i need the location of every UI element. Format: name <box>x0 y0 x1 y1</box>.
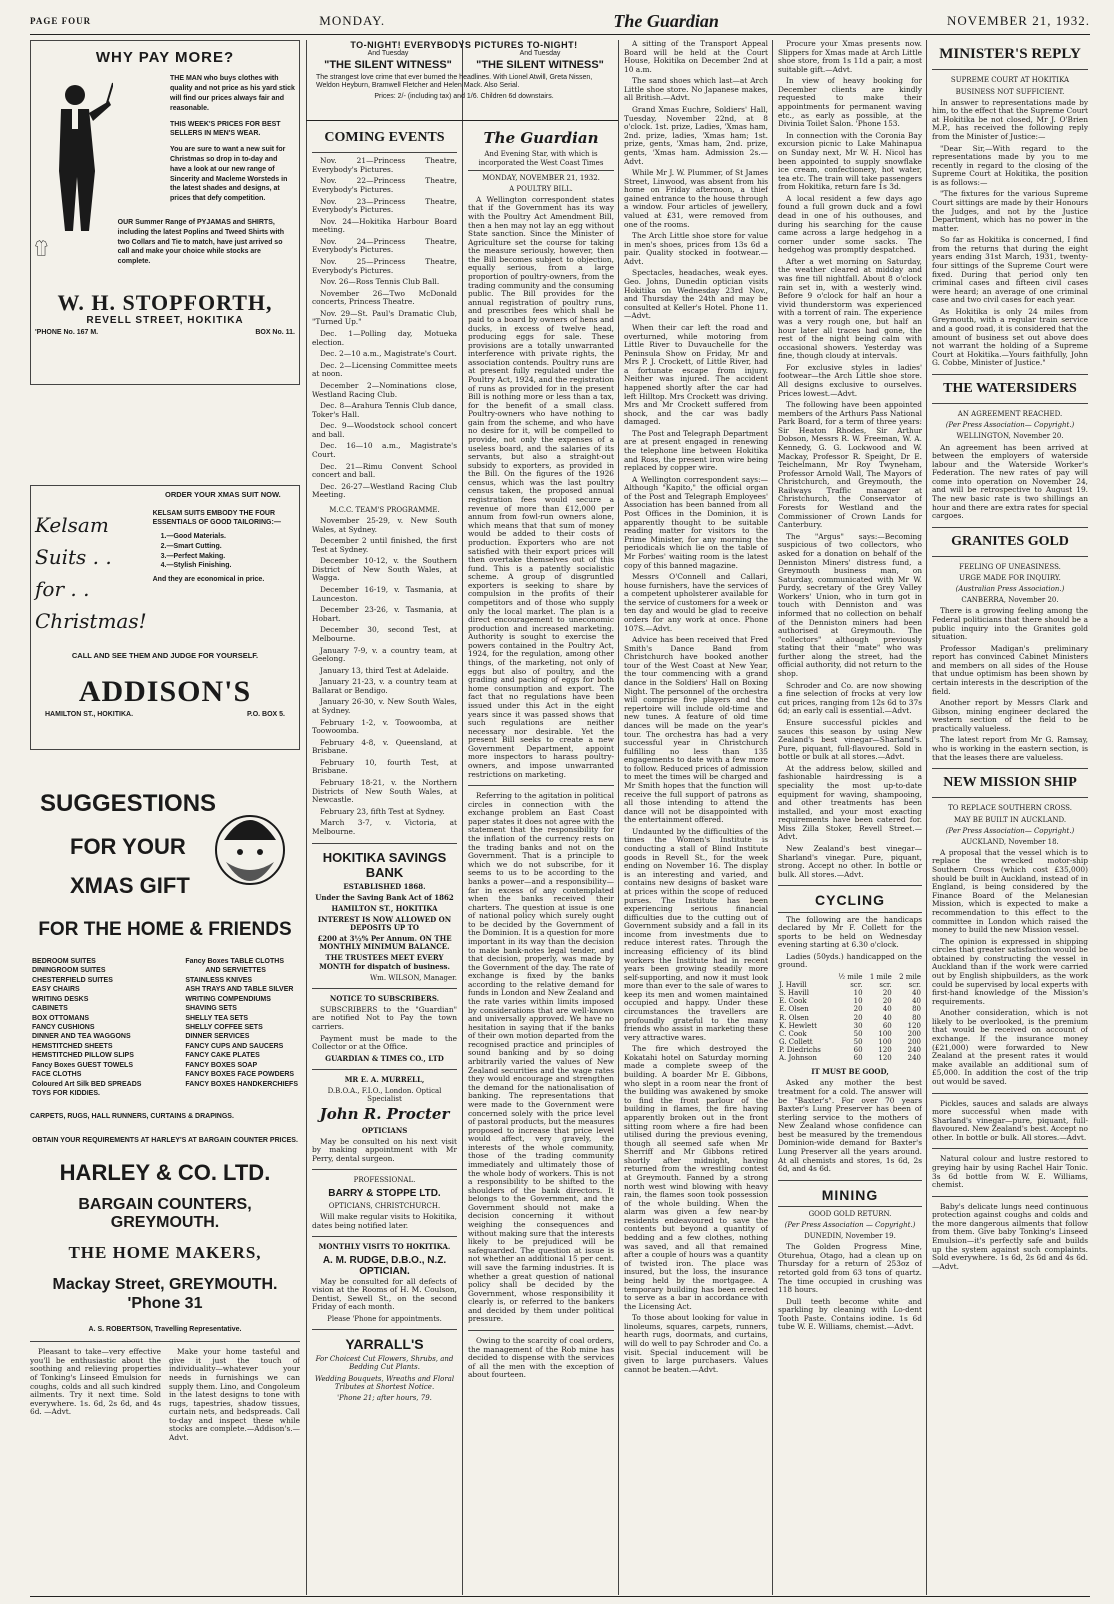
event-item: Dec. 26-27—Westland Racing Club Meeting. <box>312 481 457 500</box>
event-item: Dec. 21—Rimu Convent School concert and ball. <box>312 461 457 480</box>
news-item: A local resident a few days ago found a full grown duck and a fowl dead in one of his outhouses, and during his searching for the cause came across a large hedgehog in a corner under some sacks. The hedgehog was promptly despatched. <box>778 193 922 255</box>
table-cell: 20 <box>853 1013 863 1022</box>
kelsam-item-3: 3.—Perfect Making. <box>160 552 226 560</box>
event-item: November 26—Two McDonald concerts, Princess Theatre. <box>312 288 457 307</box>
harley-ad <box>30 790 300 1335</box>
editorial-dateline: MONDAY, NOVEMBER 21, 1932. <box>482 173 600 182</box>
gift-item: CABINETS <box>32 1005 68 1013</box>
kelsam-item-1: 1.—Good Materials. <box>160 533 226 541</box>
table-header-cell: ½ mile <box>838 973 863 982</box>
cycling-handicaps-table <box>778 973 922 1062</box>
watersiders-heading: THE WATERSIDERS <box>943 380 1077 396</box>
addisons-address: HAMILTON ST., HOKITIKA. <box>45 710 134 718</box>
table-cell: 50 <box>853 1037 863 1046</box>
gift-item: EASY CHAIRS <box>32 986 80 994</box>
baby-advt: Baby's delicate lungs need continuous protection against coughs and colds and the more dangerous ailments that follow from them. Give baby Tonking's Linseed Emulsion—it's perfectly safe and builds up the system against such complaints. Sold everywhere. 1s 6d, 2s 6d and 4s 6d. —Advt. <box>932 1201 1088 1271</box>
mcc-item: December 2 until finished, the first Test at Sydney. <box>312 536 457 554</box>
gift-item: FANCY BOXES FACE POWDERS <box>185 1071 295 1079</box>
column-rule <box>618 40 619 1595</box>
wellington-dateline: WELLINGTON, November 20. <box>956 432 1064 441</box>
granites-paragraph: The latest report from Mr G. Ramsay, who is working in the eastern section, is that the leases there are valueless. <box>932 735 1088 762</box>
granites-paragraph: Professor Madigan's preliminary report has convinced Cabinet Ministers and members on all sides of the House that undue optimism has been shown by certain interests in the description of the field. <box>932 643 1088 696</box>
for-your-heading: FOR YOUR <box>70 833 186 859</box>
table-row <box>778 1046 922 1054</box>
pickles-advt: Pickles, sauces and salads are always more successful when made with Sharland's vinegar—pure, piquant, full-flavoured. New Zealand's best. Accept no other. In bottle or bulk. All stores.—Advt. <box>932 1098 1088 1142</box>
cinema-rule <box>306 120 618 121</box>
masthead-day: MONDAY. <box>319 13 386 29</box>
gift-item: FACE CLOTHS <box>32 1071 82 1079</box>
editorial-paragraph: Referring to the agitation in political circles in connection with the exchange problem an East Coast paper states it does not agree with the statement that the responsibility for the inflation of the currency rests on the trading banks and not on the Government. That is a principle to which we do not subscribe, for it seems to us to be according to the banks a power—and a responsibility—far in excess of any contemplated when the banks received their charters. The question at issue is one of national policy which surely ought to be decided by the Government of the Dominion. It is a question for more important in its way than the decision to make bank-notes legal tender, and that decision, properly, was made by the Government of the day. The rate of exchange is fixed by the banks according to the relative demand for funds in London and New Zealand and the rate varies within limits imposed by considerations that are well-known and universally approved. We have no hesitation in saying that if the banks of their own motion departed from the recognised practice and principles of sound banking and by so doing arbitrarily varied the values of New Zealand securities and the wage rates they would encourage and strengthen the demand for the nationalisation of banking. The representations that were made to the Government were concerned solely with the price level of pastoral products, but the measures proposed to increase that price level would affect, very gravely, the interests of the whole community, those of the trading community immediately and ultimately those of the whole body of workers. This is not a responsibility to be shifted to the shoulders of the bank directors. It belongs to the Government, and the Government should not make a decision concerning it without weighing the consequences and without making sure that the interests likely to be prejudiced will be safeguarded. The question at issue is not whether an additional 15 per cent. will save the farming industries. It is whether a great question of national policy shall be decided by the Government, whose responsibility it clearly is, or referred to the bankers and decided by them under political pressure. <box>468 791 614 1324</box>
addisons-name: ADDISON'S <box>78 675 252 708</box>
mission-paragraph: The opinion is expressed in shipping circles that greater satisfaction would be obtained by constructing the vessel in Auckland than if the work were carried out by English shipbuilders, as the work could be supervised by local experts with first-hand knowledge of the Mission's requirements. <box>932 936 1088 1006</box>
news-item: At the address below, skilled and fashionable hairdressing is a speciality the most up-to-date equipment for waving, shampooing, and other treatments has been installed, and your most exacting requirements have been catered for. Miss Zilla Stoker, Revell Street.—Advt. <box>778 763 922 842</box>
stopforth-ad <box>30 40 300 385</box>
auckland-built-subhead: MAY BE BUILT IN AUCKLAND. <box>953 815 1067 824</box>
table-cell: A. Johnson <box>779 1054 817 1063</box>
gift-item: DININGROOM SUITES <box>32 967 106 975</box>
press-association-credit: (Per Press Association— Copyright.) <box>945 421 1075 430</box>
kelsam-script: Kelsam Suits . . for . . Christmas! <box>35 512 147 633</box>
must-be-good-heading: IT MUST BE GOOD, <box>811 1067 889 1077</box>
page-number: PAGE FOUR <box>30 15 92 26</box>
stopforth-box: BOX No. 11. <box>255 329 295 337</box>
news-item: Spectacles, headaches, weak eyes. Geo. Johns, Dunedin optician visits Hokitika on Wednesday 23rd Nov., and Thursday the 24th and may be consulted at Keller's Hotel. Phone 11.—Advt. <box>624 268 768 321</box>
table-cell: K. Hewlett <box>779 1021 817 1030</box>
bottom-rule <box>30 1596 1090 1597</box>
news-item: The Arch Little shoe store for value in men's shoes, prices from 13s 6d a pair. Quality stocked in footwear.—Advt. <box>624 231 768 266</box>
news-item: Schroder and Co. are now showing a fine selection of frocks at very low cut prices, ranging from 12s 6d to 37s 6d; an early call is essential.—Advt. <box>778 680 922 716</box>
bank-act: Under the Saving Bank Act of 1862 <box>315 892 454 902</box>
table-cell: E. Cook <box>779 997 807 1006</box>
dunedin-story: The Golden Progress Mine, Oturehua, Otago, had a clean up on Thursday for a return of 253oz of retorted gold from 63 tons of quartz. The time occupied in crushing was 118 hours. <box>778 1242 922 1295</box>
and-tuesday-left: And Tuesday <box>367 50 409 58</box>
news-item: The sand shoes which last—at Arch Little shoe store. No Japanese makes, all British.—Advt. <box>624 76 768 103</box>
gifts-list-left <box>32 957 141 1099</box>
table-cell: 240 <box>907 1046 921 1055</box>
mining-heading: MINING <box>821 1186 879 1203</box>
mcc-list <box>312 517 457 837</box>
mcc-item: December 30, second Test, at Melbourne. <box>312 625 457 643</box>
obtain-line: OBTAIN YOUR REQUIREMENTS AT HARLEY'S AT BARGAIN COUNTER PRICES. <box>32 1137 298 1145</box>
column-3-editorial <box>468 126 614 1596</box>
mcc-item: February 1-2, v. Toowoomba, at Toowoomba. <box>312 717 457 736</box>
film-prices: Prices: 2/- (including tax) and 1/6. Children 6d downstairs. <box>374 92 554 100</box>
table-header-cell: 2 mile <box>899 973 921 982</box>
table-cell: 20 <box>882 989 892 998</box>
table-cell: 60 <box>882 1021 892 1030</box>
table-cell: scr. <box>879 981 892 990</box>
column-4-local-news <box>624 40 768 1595</box>
suited-man-illustration <box>43 81 113 241</box>
why-text-2: THIS WEEK'S PRICES FOR BEST SELLERS IN MEN'S WEAR. <box>170 120 281 138</box>
mcc-item: January 26-30, v. New South Wales, at Sydney. <box>312 697 457 715</box>
column-6-cables <box>932 40 1088 1595</box>
table-cell: P. Diedrichs <box>779 1046 821 1055</box>
table-row <box>778 1054 922 1062</box>
editorial-title: A POULTRY BILL. <box>509 184 573 193</box>
mission-ship-heading: NEW MISSION SHIP <box>943 775 1077 791</box>
bank-manager: Wm. WILSON, Manager. <box>369 973 457 982</box>
monthly-visits-heading: MONTHLY VISITS TO HOKITIKA. <box>318 1242 451 1252</box>
gift-item: FANCY CUSHIONS <box>32 1023 95 1031</box>
minister-paragraph: "The fixtures for the various Supreme Court sittings are made by their Honours the Judges, and not by the Justice Department, which has no power in the matter. <box>932 189 1088 233</box>
granites-gold-heading: GRANITES GOLD <box>951 533 1069 549</box>
canberra-dateline: CANBERRA, November 20. <box>961 596 1059 605</box>
news-item: Messrs O'Connell and Callari, house furnishers, have the services of a competent upholsterer available for the service of customers for a week or ten day and would be glad to receive orders for any work at once. Phone 107S.—Advt. <box>624 572 768 633</box>
table-cell: J. Havill <box>779 981 807 990</box>
table-cell: 200 <box>907 1029 921 1038</box>
carpets-line: CARPETS, RUGS, HALL RUNNERS, CURTAINS & DRAPINGS. <box>30 1113 234 1121</box>
bank-rate: £200 at 3½% Per Annum. ON THE MONTHLY MINIMUM BALANCE. <box>317 934 452 952</box>
news-item: Undaunted by the difficulties of the times the Women's Institute is conducting a stall of Blind Institute goods in Revell St., for the week ending on November 16. The display is an interesting and varied, and contains new designs of basket ware at prices within the scope of reduced purses. The Institute has been experiencing serious financial difficulties due to the cutting out of Government subsidy and a fall in its income from investments due to reduce interest rates. Through the increasing efficiency of its blind workers the Institute had in recent years been growing steadily more self-supporting, and now it must look more than ever to the sale of wares to keep its men and women maintained occupied and happy. Under these circumstances the travellers are profoundly grateful to the many friends who assist in marketing these very attractive wares. <box>624 826 768 1042</box>
gift-item: FANCY CAKE PLATES <box>185 1052 260 1060</box>
australian-press-credit: (Australian Press Association.) <box>955 585 1065 594</box>
barry-sub: OPTICIANS, CHRISTCHURCH. <box>328 1202 441 1211</box>
event-item: Nov. 24—Hokitika Harbour Board meeting. <box>312 216 457 235</box>
mcc-item: December 23-26, v. Tasmania, at Hobart. <box>312 605 457 623</box>
table-cell: R. Olsen <box>779 1013 809 1022</box>
column-rule <box>462 40 463 1595</box>
gift-item: CHESTERFIELD SUITES <box>32 976 113 984</box>
and-tuesday-right: And Tuesday <box>519 50 561 58</box>
granites-paragraph: There is a growing feeling among the Federal politicians that there should be a public inquiry into the Granites gold situation. <box>932 606 1088 642</box>
event-item: Dec. 2—Licensing Committee meets at noon. <box>312 360 457 379</box>
press-association-credit: (Per Press Association— Copyright.) <box>945 826 1075 835</box>
murrell-name: MR E. A. MURRELL, <box>344 1074 425 1084</box>
gift-item: TOYS FOR KIDDIES. <box>32 1090 100 1098</box>
table-cell: 100 <box>878 1037 892 1046</box>
table-cell: 120 <box>878 1054 892 1063</box>
gift-item: SHAVING SETS <box>185 1005 237 1013</box>
mcc-item: December 16-19, v. Tasmania, at Launceston. <box>312 585 457 603</box>
minister-paragraph: As Hokitika is only 24 miles from Greymouth, with a regular train service and a good road, it is considered that the amount of business set out above does not warrant the holding of a Supreme Court at Hokitika.—Yours faithfully, John G. Cobbe, Minister of Justice." <box>932 306 1088 368</box>
news-item: When their car left the road and overturned, while motoring from Little River to Duvauchelle for the Peninsula Show on Friday, Mr and Mrs P. J. Crockett, of Little River, had a fortunate escape from injury. Neither was injured. The accident happened shortly after the car had left Hilltop. Mrs Crockett was driving. Mrs and Mr Crockett suffered from shock, and the car was badly damaged. <box>624 322 768 427</box>
stopforth-name: W. H. STOPFORTH, <box>57 289 273 315</box>
news-item: Grand Xmas Euchre, Soldiers' Hall, Tuesday, November 22nd, at 8 o'clock. 1st. prize, Ladies, 'Xmas ham, 2nd. prize, ladies, 'Xmas ham; 1st. prize, gents, 'Xmas ham, 2nd. prize, gents, 'Xmas ham. Admission 2s.—Advt. <box>624 105 768 166</box>
gift-item: HEMSTITCHED SHEETS <box>32 1042 113 1050</box>
event-item: Nov. 25—Princess Theatre, Everybody's Pictures. <box>312 257 457 275</box>
table-cell: 120 <box>878 1046 892 1055</box>
gift-item: DINNER SERVICES <box>185 1033 250 1041</box>
why-text-1: THE MAN who buys clothes with quality and not price as his yard stick will find our prices always fair and reasonable. <box>170 75 295 112</box>
film-title-left: "THE SILENT WITNESS" <box>324 58 452 71</box>
gift-item: HEMSTITCHED PILLOW SLIPS <box>32 1052 134 1060</box>
coming-events-heading: COMING EVENTS <box>324 130 445 145</box>
hair-tonic-advt: Natural colour and lustre restored to greying hair by using Rachel Hair Tonic. 3s 6d bottle from W. E. Williams, chemist. <box>932 1154 1088 1190</box>
mcc-item: January 21-23, v. a country team at Ballarat or Bendigo. <box>312 677 457 695</box>
inquiry-subhead: URGE MADE FOR INQUIRY. <box>959 574 1061 583</box>
table-cell: 200 <box>907 1037 921 1046</box>
gift-item: Fancy Boxes TABLE CLOTHS <box>185 957 284 965</box>
why-text-3: You are sure to want a new suit for Christmas so drop in to-day and have a look at our new range of Sincerity and Macleme Worsteds in the latest shades and designs, at prices that defy competition. <box>170 146 288 203</box>
table-cell: 50 <box>853 1029 863 1038</box>
bank-address: HAMILTON ST., HOKITIKA <box>331 903 438 913</box>
news-item: The fire which destroyed the Kokatahi hotel on Saturday morning made a complete sweep of the building. A boarder Mr E. Gibbons, who slept in a room near the front of the building was awakened by smoke to find the front parlour of the building in flames, the fire having apparently broken out in the front sitting room where a fire had been utilised during the previous evening, though all seemed safe when Mr Sherriff and Mr Gibbons retired shortly after midnight, having returned from the wrestling contest at Greymouth. Fanned by a strong north west wind blowing with heavy rain, the flames soon took possession of the whole building. When the alarm was given a few near-by residents endeavoured to save the contents but beyond a quantity of bedding and a few clothes, nothing was saved, and all that remained after a couple of hours was a quantity of twisted iron. The place was insured, but the loss, the insurance being held by the mortgagee. A temporary building has been erected to serve as a bar in accordance with the Licensing Act. <box>624 1044 768 1311</box>
column-2 <box>312 126 457 1596</box>
event-item: December 2—Nominations close, Westland Racing Club. <box>312 380 457 399</box>
event-item: Nov. 29—St. Paul's Dramatic Club, "Turned Up." <box>312 308 457 327</box>
cycling-heading: CYCLING <box>815 892 885 909</box>
barry-text: Will make regular visits to Hokitika, dates being notified later. <box>312 1212 457 1230</box>
table-cell: scr. <box>850 981 863 990</box>
mcc-item: December 10-12, v. the Southern District of New South Wales, at Wagga. <box>312 556 457 583</box>
gifts-list-right <box>185 957 298 1099</box>
agreement-subhead: AN AGREEMENT REACHED. <box>957 410 1063 419</box>
news-item: After a wet morning on Saturday, the weather cleared at midday and was fine till nightfall. About 8 o'clock rain set in, with a westerly wind. Before 9 o'clock for half an hour a vivid thunderstorm was experienced with a torrent of rain. The experience was a very rough one, but half an hour later all traces had gone, the rest of the night being calm with occasional showers. Yesterday was fine, though cloudy at intervals. <box>778 256 922 361</box>
editorial-paper-subtitle: And Evening Star, with which is incorporated the West Coast Times <box>478 150 604 167</box>
home-friends-heading: FOR THE HOME & FRIENDS <box>38 918 292 940</box>
press-association-credit: (Per Press Association — Copyright.) <box>784 1221 916 1230</box>
table-cell: 80 <box>912 1013 921 1022</box>
event-item: Nov. 22—Princess Theatre, Everybody's Pictures. <box>312 176 457 194</box>
notice-text-2: Payment must be made to the Collector or at the Office. <box>312 1033 457 1052</box>
harley-address: Mackay Street, GREYMOUTH. 'Phone 31 <box>52 1276 278 1312</box>
column-5-local-news <box>778 40 922 1595</box>
masthead-date: NOVEMBER 21, 1932. <box>947 13 1090 29</box>
table-cell: 60 <box>853 1046 863 1055</box>
cycling-ladies: Ladies (50yds.) handicapped on the ground. <box>778 951 922 970</box>
table-cell: C. Cook <box>779 1029 807 1038</box>
table-cell: E. Olsen <box>779 1005 809 1014</box>
dunedin-dateline: DUNEDIN, November 19. <box>804 1232 896 1241</box>
mission-paragraph: A proposal that the vessel which is to replace the wrecked motor-ship Southern Cross (which cost £35,000) should be built in Auckland, instead of in England, is being considered by the Finance Board of the Melanesian Mission, which is expected to make a recommendation to this effect to the committee in London which raised the money to build the new Mission vessel. <box>932 847 1088 935</box>
gift-item: WRITING DESKS <box>32 995 89 1003</box>
event-item: Nov. 24—Princess Theatre, Everybody's Pictures. <box>312 236 457 255</box>
table-cell: 40 <box>882 1013 892 1022</box>
event-item: Nov. 23—Princess Theatre, Everybody's Pictures. <box>312 196 457 215</box>
events-list <box>312 157 457 500</box>
table-cell: 240 <box>907 1054 921 1063</box>
gift-item: WRITING COMPENDIUMS <box>185 995 271 1003</box>
kelsam-item-2: 2.—Smart Cutting. <box>160 542 222 550</box>
news-item: The "Argus" says:—Becoming suspicious of two collectors, who asked for a donation on behalf of the Denniston Miners' distress fund, a Greymouth business man, on Saturday, communicated with Mr W. Purdy, secretary of the Grey Valley Workers' Union, who in turn got in touch with Denniston and was informed that no collection on behalf of the Denniston miners had been authorised at Greymouth. The "collectors" although previously stating that their "mate" who was further along the street, had the official authority, did not return to the shop. <box>778 531 922 679</box>
editorial-paper-name: The Guardian <box>483 129 599 147</box>
table-row <box>778 997 922 1005</box>
mcc-item: January 13, third Test at Adelaide. <box>320 665 449 675</box>
table-cell: scr. <box>908 981 921 990</box>
news-item: Ensure successful pickles and sauces this season by using New Zealand's best vinegar—Sharland's. Pure, piquant, full-flavoured. Sold in bottle or bulk at all stores.—Advt. <box>778 717 922 762</box>
procter-opticians: OPTICIANS <box>361 1125 408 1135</box>
gift-item: FANCY CUPS AND SAUCERS <box>185 1042 284 1050</box>
news-item: New Zealand's best vinegar—Sharland's vinegar. Pure, piquant, strong. Accept no other. In bottle or bulk. All stores.—Advt. <box>778 844 922 879</box>
table-row <box>778 1022 922 1030</box>
table-cell: 20 <box>882 997 892 1006</box>
event-item: Dec. 8—Arahura Tennis Club dance, Toker's Hall. <box>312 401 457 419</box>
masthead <box>30 10 1090 32</box>
notice-signature: GUARDIAN & TIMES CO., LTD <box>325 1053 444 1063</box>
mcc-item: January 7-9, v. a country team, at Geelong. <box>312 645 457 664</box>
news-item: The Post and Telegraph Department are at present engaged in renewing the telephone line between Hokitika and Ross, the present iron wire being replaced by copper wire. <box>624 428 768 473</box>
kelsam-economical: And they are economical in price. <box>152 576 265 584</box>
film-description: The strangest love crime that ever burned the headlines. With Lionel Atwill, Greta Nissen, Weldon Heyburn, Bramwell Fletcher and Helen Mack. Also Serial. <box>316 74 593 90</box>
minister-paragraph: "Dear Sir,—With regard to the representations made by you to me recently in regard to the closing of the Supreme Court at Hokitika, the position is as follows:— <box>932 143 1088 187</box>
event-item: Dec. 2—10 a.m., Magistrate's Court. <box>320 349 457 359</box>
gift-item: Fancy Boxes GUEST TOWELS <box>32 1061 134 1069</box>
kelsam-call: CALL AND SEE THEM AND JUDGE FOR YOURSELF. <box>71 650 259 660</box>
table-row <box>778 1005 922 1013</box>
bank-established: ESTABLISHED 1868. <box>343 881 426 891</box>
procter-text: May be consulted on his next visit by making appointment with Mr Perry, dental surgeon. <box>312 1136 457 1163</box>
minister-paragraph: In answer to representations made by him, to the effect that the Supreme Court at Hokitika be not closed, Mr J. O'Brien M.P., has received the following reply from the Minister of Justice:— <box>932 97 1088 141</box>
editorial-paragraph: Owing to the scarcity of coal orders, the management of the Rob mine has decided to dispense with the services of all the men with the exception of about fourteen. <box>468 1335 614 1380</box>
column-rule <box>306 40 307 1595</box>
tonight-banner: TO-NIGHT! EVERYBODYS PICTURES TO-NIGHT! <box>350 40 578 50</box>
table-header-cell <box>778 973 831 981</box>
table-cell: 10 <box>853 997 863 1006</box>
table-cell: 60 <box>853 1054 863 1063</box>
kelsam-order: ORDER YOUR XMAS SUIT NOW. <box>165 490 281 499</box>
mcc-item: November 25-29, v. New South Wales, at Sydney. <box>312 516 457 534</box>
event-item: Nov. 21—Princess Theatre, Everybody's Pictures. <box>312 156 457 174</box>
column-rule <box>926 40 927 1595</box>
gift-item: Coloured Art Silk BED SPREADS <box>32 1080 142 1088</box>
addisons-advt: Make your home tasteful and give it just the touch of individuality—whatever your needs in furnishings we can supply them. Lino, and Congoleum in the latest designs to tone with rugs, tapestries, shadow tissues, curtain nets, and bedspreads. Call to-day and inspect these while stocks are complete.—Addison's.—Advt. <box>169 1347 300 1443</box>
not-sufficient-subhead: BUSINESS NOT SUFFICIENT. <box>955 87 1065 96</box>
masthead-paper-name: The Guardian <box>613 10 719 31</box>
column-1-ads <box>30 40 300 1595</box>
bank-interest: INTEREST IS NOW ALLOWED ON DEPOSITS UP TO <box>317 914 452 933</box>
yarrall-phone: 'Phone 21; after hours, 79. <box>337 1393 432 1402</box>
table-row <box>778 1038 922 1046</box>
notice-text: SUBSCRIBERS to the "Guardian" are notified Not to Pay the town carriers. <box>312 1004 457 1032</box>
table-row <box>778 989 922 997</box>
news-item: To those about looking for value in linoleums, squares, carpets, runners, hearth rugs, doormats, and curtains, will do well to pay Schroder and Co. a visit. Special inducement will be given to large purchasers. Values cannot be beaten.—Advt. <box>624 1313 768 1374</box>
event-item: Dec. 1—Polling day, Motueka election. <box>312 329 457 347</box>
table-cell: 40 <box>912 997 921 1006</box>
gift-item: DINNER AND TEA WAGGONS <box>32 1033 131 1041</box>
table-cell: S. Havill <box>779 989 809 998</box>
suggestions-heading: SUGGESTIONS <box>40 790 217 817</box>
editorial-paragraph: A Wellington correspondent states that if the Government has its way with the Poultry Act Amendment Bill, then a hen may not lay an egg without State sanction. Since the Minister of Agriculture set the course for taking the measure seriously, however, then the Bill becomes subject to objection, equally serious, from a large proportion of poultry-owners, from the trading community and the consuming public. The Bill provides for the annual registration of poultry runs, and prescribes fees which shall be paid to a board by owners of hens and ducks, in excess of twelve head, producing eggs for sale. These provisions are a totally unwarranted interference with private rights, the association contends. Poultry runs are at present fully regulated under the Poultry Act, 1924, and the registration of runs as provided for in the present Bill is nothing more or less than a tax, for the benefit of a small class. Poultry-owners who have nothing to gain from the scheme, and who have no desire for it, will be compelled to provide, not only the expenses of a useless board, and the salaries of its servants, but also a straight-out subsidy to exporters, as provided in the Bill. On the figures of the 1926 census, which was the last poultry census taken, the proposed annual registration fees would secure a revenue of more than £12,000 per annum from fowl-run owners alone, which means that that sum of money would be added to their costs of production. Exporters who are not satisfied with their export prices will then overtake themselves out of this fund. This is a patently socialistic scheme. A group of disgruntled exporters is seeking to share by compulsion in the profits of their competitors and of those who supply only the local market. The plan is a direct encouragement to uneconomic production and increased marketing. Authority is sought to exercise the powers contained in the Poultry Act, 1924, for the regulation, among other things, of the marketing, not only of eggs but also of poultry, and the grading and packing of eggs for both home consumption and export. The fact that no regulations have been issued under this Act in the eight years since it was passed shows that such regulations are neither necessary nor desirable. Yet the present Bill seeks to create a new Government Department, appoint more inspectors to harass poultry-owners, and impose unwarranted restrictions on marketing. <box>468 194 614 779</box>
rudge-name: A. M. RUDGE, D.B.O., N.Z. OPTICIAN. <box>322 1254 447 1278</box>
rudge-text: May be consulted for all defects of vision at the Rooms of H. M. Coulson, Dentist, Sewell St., on the second Friday of each month. <box>312 1276 457 1312</box>
professional-heading: PROFESSIONAL. <box>353 1176 416 1185</box>
xmas-gift-heading: XMAS GIFT <box>70 873 190 899</box>
savings-bank-heading: HOKITIKA SAVINGS BANK <box>322 849 447 880</box>
murrell-qualifications: D.B.O.A., F.I.O., London. Optical Specialist <box>327 1086 442 1104</box>
harley-name: HARLEY & CO. LTD. <box>59 1160 271 1186</box>
why-pay-heading: WHY PAY MORE? <box>95 49 235 66</box>
event-item: Dec. 16—10 a.m., Magistrate's Court. <box>312 441 457 459</box>
table-cell: 120 <box>907 1021 921 1030</box>
home-makers: THE HOME MAKERS, <box>68 1242 262 1262</box>
yarrall-name: YARRALL'S <box>345 1336 424 1353</box>
table-row <box>778 1030 922 1038</box>
table-cell: 30 <box>853 1021 863 1030</box>
replace-subhead: TO REPLACE SOUTHERN CROSS. <box>948 804 1072 813</box>
table-header-cell: 1 mile <box>869 973 892 982</box>
auckland-dateline: AUCKLAND, November 18. <box>961 837 1059 846</box>
rudge-phone: Please 'Phone for appointments. <box>327 1315 442 1323</box>
minister-paragraph: So far as Hokitika is concerned, I find from the returns that during the eight years ending 31st March, 1931, twenty-four sittings of the Supreme Court were fixed. During that period only ten criminal cases and fifteen civil cases were heard; an average of one criminal case and two civil cases for each year. <box>932 235 1088 305</box>
stopforth-phone: 'PHONE No. 167 M. <box>35 329 99 337</box>
table-cell: 80 <box>912 1005 921 1014</box>
table-cell: 20 <box>853 1005 863 1014</box>
news-item: In connection with the Coronia Bay excursion picnic to Lake Mahinapua on Sunday next, Mr W. H. Nicol has been appointed to supply snowflake ice cream, confectionery, hot water, tea etc. The train will take passengers from Hokitika, return fare 1s 3d. <box>778 130 922 192</box>
table-header <box>778 973 922 981</box>
news-item: Advice has been received that Fred Smith's Dance Band from Christchurch have booked another tour of the West Coast at New Year, the tour commencing with a grand dance in the Soldiers' Hall on Boxing Night. The personnel of the orchestra will comprise five players and the repertoire will include old-time and new tunes. A feature of old time dances will be made on the year's tour. The orchestra has had a very successful year in Christchurch fulfilling no less than 135 engagements to date with a few more to follow. Reduced prices of admission to meet the times will be charged and Mr Smith hopes that the function will receive the full support of patrons as all those intending to attend the dance will not be disappointed with the entertainment offered. <box>624 635 768 825</box>
news-item: Procure your Xmas presents now. Slippers for Xmas made at Arch Little shoe store, from 1s 11d a pair, a most suitable gift.—Advt. <box>778 40 922 74</box>
mcc-item: March 3-7, v. Victoria, at Melbourne. <box>312 818 457 836</box>
barry-name: BARRY & STOPPE LTD. <box>328 1187 441 1199</box>
masthead-rule <box>30 34 1090 35</box>
table-row <box>778 981 922 989</box>
bank-trustees: THE TRUSTEES MEET EVERY MONTH for dispatch of business. <box>319 953 450 971</box>
santa-claus-icon <box>210 800 290 900</box>
supreme-court-subhead: SUPREME COURT AT HOKITIKA <box>950 76 1070 85</box>
kelsam-item-4: 4.—Stylish Finishing. <box>160 562 232 570</box>
gift-item: AND SERVIETTES <box>205 967 266 975</box>
kelsam-intro: KELSAM SUITS EMBODY THE FOUR ESSENTIALS OF GOOD TAILORING:— <box>152 509 281 527</box>
uneasiness-subhead: FEELING OF UNEASINESS. <box>959 562 1061 571</box>
gift-item: STAINLESS KNIVES <box>185 976 253 984</box>
mcc-item: February 23, fifth Test at Sydney. <box>320 806 445 816</box>
gift-item: SHELLY TEA SETS <box>185 1014 249 1022</box>
tonking-advt: Pleasant to take—very effective you'll be enthusiastic about the soothing and relieving properties of Tonking's Linseed Emulsion for coughs, colds and all such kindred ailments. Try it next time. Sold everywhere. 1s. 6d, 2s 6d, and 4s 6d. —Advt. <box>30 1347 161 1417</box>
bargain-counters: BARGAIN COUNTERS, GREYMOUTH. <box>78 1195 252 1232</box>
harley-representative: A. S. ROBERTSON, Travelling Representative. <box>88 1326 242 1334</box>
addisons-box: P.O. BOX 5. <box>247 710 285 718</box>
mcc-heading: M.C.C. TEAM'S PROGRAMME. <box>329 505 440 514</box>
news-item: For exclusive styles in ladies' footwear—the Arch Little shoe store. All designs exclusive to ourselves. Prices lowest.—Advt. <box>778 362 922 398</box>
news-item: The following have been appointed members of the Arthurs Pass National Park Board, for a term of three years: Sir Heaton Rhodes, Sir Arthur Dobson, Messrs R. W. Freeman, W. A. Kennedy, G. G. Lockwood and W. Mackay, Professor R. Speight, Dr E. Teichelmann, Mr Roy Twyneham, Professor Arnold Wall, The Mayors of Christchurch, and Greymouth, the Railways Traffic manager at Christchurch, the Conservator of Forests for Westland and the Commissioner of Crown Lands for Canterbury. <box>778 400 922 530</box>
table-cell: 100 <box>878 1029 892 1038</box>
gift-item: SHELLY COFFEE SETS <box>185 1023 263 1031</box>
news-item: While Mr J. W. Plummer, of St James Street, Linwood, was absent from his home on Friday afternoon, a thief gained entrance to the house through a window. Four articles of jewellery, valued at £31, were removed from one of the rooms. <box>624 168 768 229</box>
mission-paragraph: Another consideration, which is not likely to be overlooked, is the premium that would be received on account of exchange. If the insurance money (£21,000) were forwarded to New Zealand at the present rates it would make available an additional sum of £5,000. In addition the cost of the trip out would be saved. <box>932 1008 1088 1086</box>
stopforth-address: REVELL STREET, HOKITIKA <box>86 315 244 327</box>
mcc-item: February 18-21, v. the Northern Districts of New South Wales, at Newcastle. <box>312 778 457 805</box>
gift-item: BOX OTTOMANS <box>32 1014 90 1022</box>
mcc-item: February 10, fourth Test, at Brisbane. <box>312 757 457 776</box>
lodent-advt: Dull teeth become white and sparkling by cleaning with Lo-dent Tooth Paste. Contains iodine. 1s 6d tube W. E. Williams, chemist.—Advt. <box>778 1296 922 1332</box>
gift-item: ASH TRAYS AND TABLE SILVER <box>185 986 294 994</box>
pyjamas-text: OUR Summer Range of PYJAMAS and SHIRTS, including the latest Poplins and Tweed Shirts with two Collars and Tie to match, have just arrived so call and make your choice while stocks are complete. <box>117 218 285 266</box>
news-item: In view of heavy booking for December clients are kindly requested to make their appointments for permanent waving etc., as early as possible, at the Divinia Toilet Salon. 'Phone 153. <box>778 76 922 129</box>
minister-reply-heading: MINISTER'S REPLY <box>939 46 1081 62</box>
granites-paragraph: Another report by Messrs Clark and Gibson, mining engineer declared the western section of the field to be practically valueless. <box>932 698 1088 733</box>
table-cell: G. Collett <box>779 1037 813 1046</box>
table-cell: 40 <box>882 1005 892 1014</box>
yarrall-text-2: Wedding Bouquets, Wreaths and Floral Tributes at Shortest Notice. <box>314 1374 455 1391</box>
gift-item: FANCY BOXES HANDKERCHIEFS <box>185 1080 298 1088</box>
addisons-ad <box>30 485 300 750</box>
watersiders-story: An agreement has been arrived at between the employers of waterside labour and the Waterside Worker's Federation. The new rates of pay will come into operation on November 24, and will be retrospective to August 19. The new basic rate is two shillings an hour and there are extra rates for special cargoes. <box>932 442 1088 521</box>
table-cell: 40 <box>912 989 921 998</box>
table-row <box>778 1014 922 1022</box>
table-cell: 10 <box>853 989 863 998</box>
gold-return-subhead: GOOD GOLD RETURN. <box>808 1209 892 1218</box>
notice-heading: NOTICE TO SUBSCRIBERS. <box>329 993 440 1003</box>
cinema-ad <box>312 40 616 140</box>
cycling-intro: The following are the handicaps declared by Mr F. Collett for the sports to be held on Wednesday evening starting at 6.30 o'clock. <box>778 914 922 950</box>
yarrall-text: For Choicest Cut Flowers, Shrubs, and Bedding Cut Plants. <box>315 1355 454 1372</box>
event-item: Nov. 26—Ross Tennis Club Ball. <box>320 277 440 287</box>
column-rule <box>772 40 773 1595</box>
procter-logo: John R. Procter <box>319 1105 450 1124</box>
event-item: Dec. 9—Woodstock school concert and ball. <box>312 421 457 439</box>
mcc-item: February 4-8, v. Queensland, at Brisbane. <box>312 737 457 756</box>
news-item: A Wellington correspondent says:—Although "Kapito," the official organ of the Post and Telegraph Employees' Association has been banned from all Post Offices in the Dominion, it is apparently thought to be suitable reading matter for visitors to the Prime Minister, for any morning the periodicals which lie on the table of Mr Forbes' waiting room is the latest copy of this banned magazine. <box>624 474 768 570</box>
gift-item: FANCY BOXES SOAP <box>185 1061 258 1069</box>
film-title-right: "THE SILENT WITNESS" <box>476 58 604 71</box>
baxter-advt: Asked any mother the best treatment for a cold. The answer will be "Baxter's". For over 70 years Baxter's Lung Preserver has been of sterling service to the mothers of New Zealand whose confidence can best be measured by the tremendous Dominion-wide demand for Baxter's Lung Preserver all the years around. At all chemists and stores, 1s 6d, 2s 6d, and 4s 6d. <box>778 1078 922 1174</box>
gift-item: BEDROOM SUITES <box>32 957 96 965</box>
man-figure-icon <box>43 81 113 241</box>
news-item: A sitting of the Transport Appeal Board will be held at the Court House, Hokitika on December 2nd at 10 a.m. <box>624 40 768 74</box>
